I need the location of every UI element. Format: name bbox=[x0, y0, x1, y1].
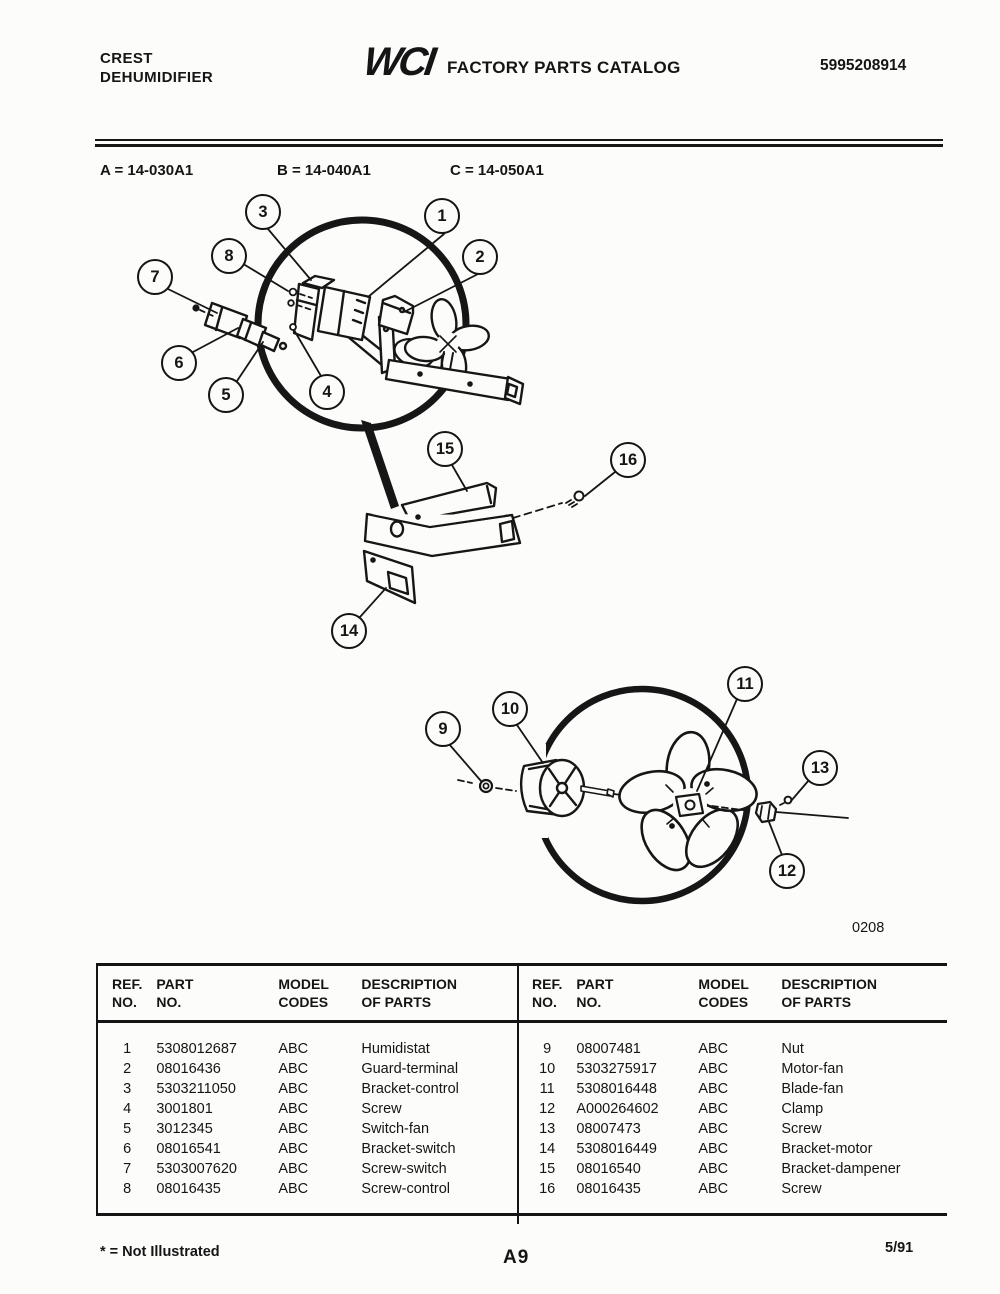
callout-14: 14 bbox=[331, 613, 367, 649]
table-row: 11 5308016448 ABC Blade-fan bbox=[539, 1081, 844, 1097]
brand-line2: DEHUMIDIFIER bbox=[100, 69, 214, 86]
table-row: 14 5308016449 ABC Bracket-motor bbox=[539, 1141, 873, 1157]
parts-table-right bbox=[532, 975, 901, 1199]
model-code-c: C = 14-050A1 bbox=[450, 162, 544, 179]
callout-2: 2 bbox=[462, 239, 498, 275]
col-header-part: PART NO. bbox=[156, 976, 194, 1010]
pointer-wedge bbox=[361, 420, 399, 509]
table-row: 12 A000264602 ABC Clamp bbox=[539, 1101, 824, 1117]
parts-table bbox=[96, 963, 947, 1216]
not-illustrated-footnote: * = Not Illustrated bbox=[100, 1244, 220, 1260]
callout-15: 15 bbox=[427, 431, 463, 467]
callout-11: 11 bbox=[727, 666, 763, 702]
screw16-drawing bbox=[513, 492, 584, 519]
parts-table-left bbox=[112, 975, 459, 1199]
table-row: 15 08016540 ABC Bracket-dampener bbox=[539, 1161, 901, 1177]
motor-fan-drawing bbox=[521, 760, 614, 816]
callout-8: 8 bbox=[211, 238, 247, 274]
table-row: 8 08016435 ABC Screw-control bbox=[123, 1181, 450, 1197]
table-row: 3 5303211050 ABC Bracket-control bbox=[123, 1081, 459, 1097]
callout-1: 1 bbox=[424, 198, 460, 234]
brand-line1: CREST bbox=[100, 50, 153, 67]
publication-number: 5995208914 bbox=[820, 57, 907, 74]
callout-10: 10 bbox=[492, 691, 528, 727]
table-row: 1 5308012687 ABC Humidistat bbox=[123, 1041, 430, 1057]
table-header-row bbox=[532, 975, 901, 1039]
table-row: 5 3012345 ABC Switch-fan bbox=[123, 1121, 430, 1137]
bracket-motor-drawing bbox=[364, 514, 520, 603]
table-row: 4 3001801 ABC Screw bbox=[123, 1101, 402, 1117]
table-row: 2 08016436 ABC Guard-terminal bbox=[123, 1061, 459, 1077]
model-code-a: A = 14-030A1 bbox=[100, 162, 194, 179]
col-header-ref: REF. NO. bbox=[112, 976, 143, 1010]
table-row: 6 08016541 ABC Bracket-switch bbox=[123, 1141, 456, 1157]
page-number: A9 bbox=[503, 1247, 530, 1268]
col-header-part: PART NO. bbox=[576, 976, 614, 1010]
callout-9: 9 bbox=[425, 711, 461, 747]
catalog-title: FACTORY PARTS CATALOG bbox=[447, 58, 681, 77]
table-row: 7 5303007620 ABC Screw-switch bbox=[123, 1161, 447, 1177]
col-header-codes: MODEL CODES bbox=[278, 976, 329, 1010]
table-center-divider bbox=[517, 963, 519, 1224]
table-row: 9 08007481 ABC Nut bbox=[543, 1041, 804, 1057]
wci-logo: WCI bbox=[360, 40, 436, 84]
col-header-codes: MODEL CODES bbox=[698, 976, 749, 1010]
callout-16: 16 bbox=[610, 442, 646, 478]
figure-number: 0208 bbox=[852, 920, 885, 936]
table-row: 13 08007473 ABC Screw bbox=[539, 1121, 822, 1137]
callout-6: 6 bbox=[161, 345, 197, 381]
callout-7: 7 bbox=[137, 259, 173, 295]
date-code: 5/91 bbox=[885, 1240, 914, 1256]
col-header-ref: REF. NO. bbox=[532, 976, 563, 1010]
callout-4: 4 bbox=[309, 374, 345, 410]
humidistat-drawing bbox=[318, 287, 370, 340]
table-row: 10 5303275917 ABC Motor-fan bbox=[539, 1061, 844, 1077]
callout-13: 13 bbox=[802, 750, 838, 786]
callout-5: 5 bbox=[208, 377, 244, 413]
callout-12: 12 bbox=[769, 853, 805, 889]
col-header-desc: DESCRIPTION OF PARTS bbox=[361, 976, 458, 1010]
table-header-row bbox=[112, 975, 459, 1039]
callout-3: 3 bbox=[245, 194, 281, 230]
col-header-desc: DESCRIPTION OF PARTS bbox=[781, 976, 878, 1010]
table-row: 16 08016435 ABC Screw bbox=[539, 1181, 822, 1197]
model-code-b: B = 14-040A1 bbox=[277, 162, 371, 179]
